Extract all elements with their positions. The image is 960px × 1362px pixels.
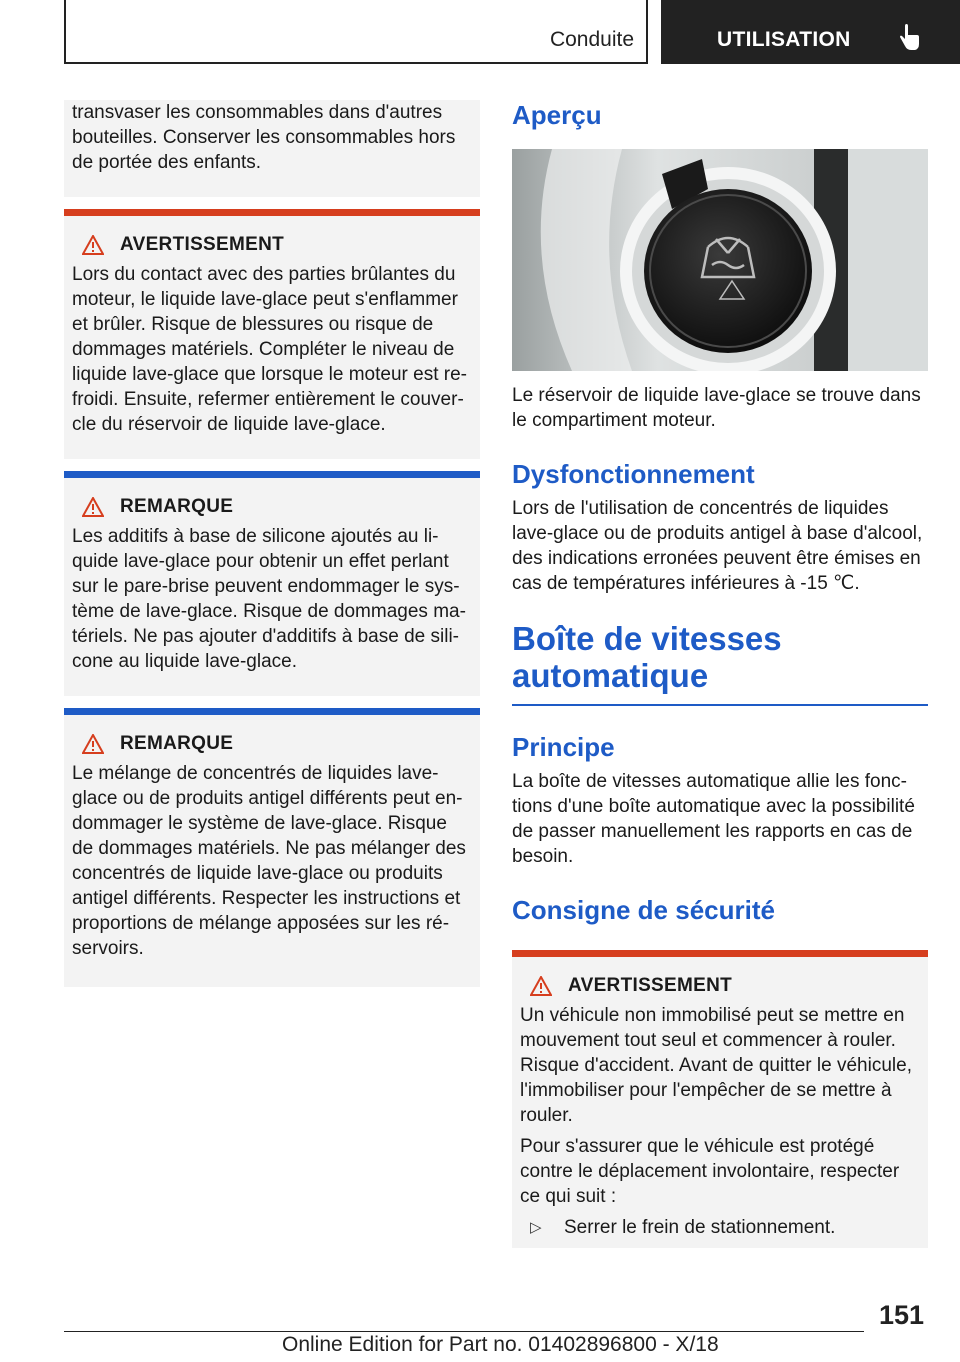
- warning-title: AVERTISSEMENT: [120, 234, 285, 255]
- notice-title: REMARQUE: [120, 496, 234, 517]
- header-chapter-tab: [661, 0, 960, 64]
- warning-title: AVERTISSEMENT: [568, 975, 733, 996]
- dysfonctionnement-heading: Dysfonctionnement: [512, 459, 755, 489]
- list-item: [520, 1215, 920, 1240]
- notice-text: Le mélange de concentrés de liquides lave-glace ou de produits antigel différents peut en-dommager le système de lave-glace. Risque de dommages matériels. Ne pas mélanger des concentrés de liquide lave-glace ou produits antigel différents. Respecter les instructions et proportions de mélange apposées sur les ré-servoirs.: [72, 763, 466, 959]
- header-section-label: Conduite: [549, 28, 634, 51]
- warning-box-right: [512, 950, 928, 1248]
- apercu-text: Le réservoir de liquide lave-glace se trouve dans le compartiment moteur.: [512, 385, 921, 431]
- list-item-text: Serrer le frein de stationnement.: [564, 1217, 836, 1238]
- left-column: [64, 100, 480, 987]
- apercu-heading: Aperçu: [512, 100, 602, 130]
- warning-triangle-icon: [82, 235, 104, 255]
- notice-triangle-icon: [82, 497, 104, 517]
- warning-box: [64, 209, 480, 459]
- header-section-tab: [64, 0, 648, 64]
- principe-text: La boîte de vitesses automatique allie les fonc-tions d'une boîte automatique avec la possibilité de passer manuellement les rapports en cas de besoin.: [512, 771, 915, 867]
- continued-text: transvaser les consommables dans d'autres bouteilles. Conserver les consommables hors de portée des enfants.: [72, 102, 456, 173]
- section-rule: [512, 704, 928, 706]
- warning-bar: [512, 950, 928, 957]
- footer-rule: [64, 1331, 864, 1332]
- notice-bar: [64, 708, 480, 715]
- notice-bar: [64, 471, 480, 478]
- section-heading-line1: Boîte de vitesses: [512, 620, 782, 657]
- notice-title: REMARQUE: [120, 733, 234, 754]
- warning-text-1: Un véhicule non immobilisé peut se mettre en mouvement tout seul et commencer à rouler. Risque d'accident. Avant de quitter le véhicule, l'immobiliser pour l'empêcher de se mettre à rouler.: [520, 1005, 912, 1126]
- footer-edition: Online Edition for Part no. 01402896800 - X/18: [282, 1333, 719, 1356]
- warning-text-2: Pour s'assurer que le véhicule est protégé contre le déplacement involontaire, respecter ce qui suit :: [520, 1136, 900, 1207]
- list-bullet-icon: ▷: [530, 1219, 542, 1236]
- section-heading: [512, 620, 928, 694]
- continued-box: [64, 100, 480, 197]
- washer-reservoir-photo: [512, 149, 928, 371]
- right-column: [512, 100, 928, 1248]
- section-heading-line2: automatique: [512, 657, 709, 694]
- header-chapter-label: UTILISATION: [717, 28, 851, 51]
- principe-heading: Principe: [512, 732, 615, 762]
- warning-triangle-icon: [530, 976, 552, 996]
- consigne-heading: Consigne de sécurité: [512, 895, 775, 925]
- notice-box-2: [64, 708, 480, 987]
- dysfonctionnement-text: Lors de l'utilisation de concentrés de liquides lave-glace ou de produits antigel à base d'alcool, des indications erronées peuvent être émises en cas de températures inférieures à -15 ℃.: [512, 498, 923, 594]
- notice-box-1: [64, 471, 480, 696]
- notice-text: Les additifs à base de silicone ajoutés au li-quide lave-glace pour obtenir un effet perlant sur le pare-brise peuvent endommager le sys-tème de lave-glace. Risque de dommages ma-tériels. Ne pas ajouter d'additifs à base de sili-cone au liquide lave-glace.: [72, 526, 466, 672]
- notice-triangle-icon: [82, 734, 104, 754]
- warning-text: Lors du contact avec des parties brûlantes du moteur, le liquide lave-glace peut s'enflammer et brûler. Risque de blessures ou risque de dommages matériels. Compléter le niveau de liquide lave-glace que lorsque le moteur est re-froidi. Ensuite, refermer entièrement le couver-cle du réservoir de liquide lave-glace.: [72, 264, 467, 435]
- hand-pointer-icon: [897, 24, 921, 52]
- warning-bar: [64, 209, 480, 216]
- page-number: 151: [878, 1300, 924, 1330]
